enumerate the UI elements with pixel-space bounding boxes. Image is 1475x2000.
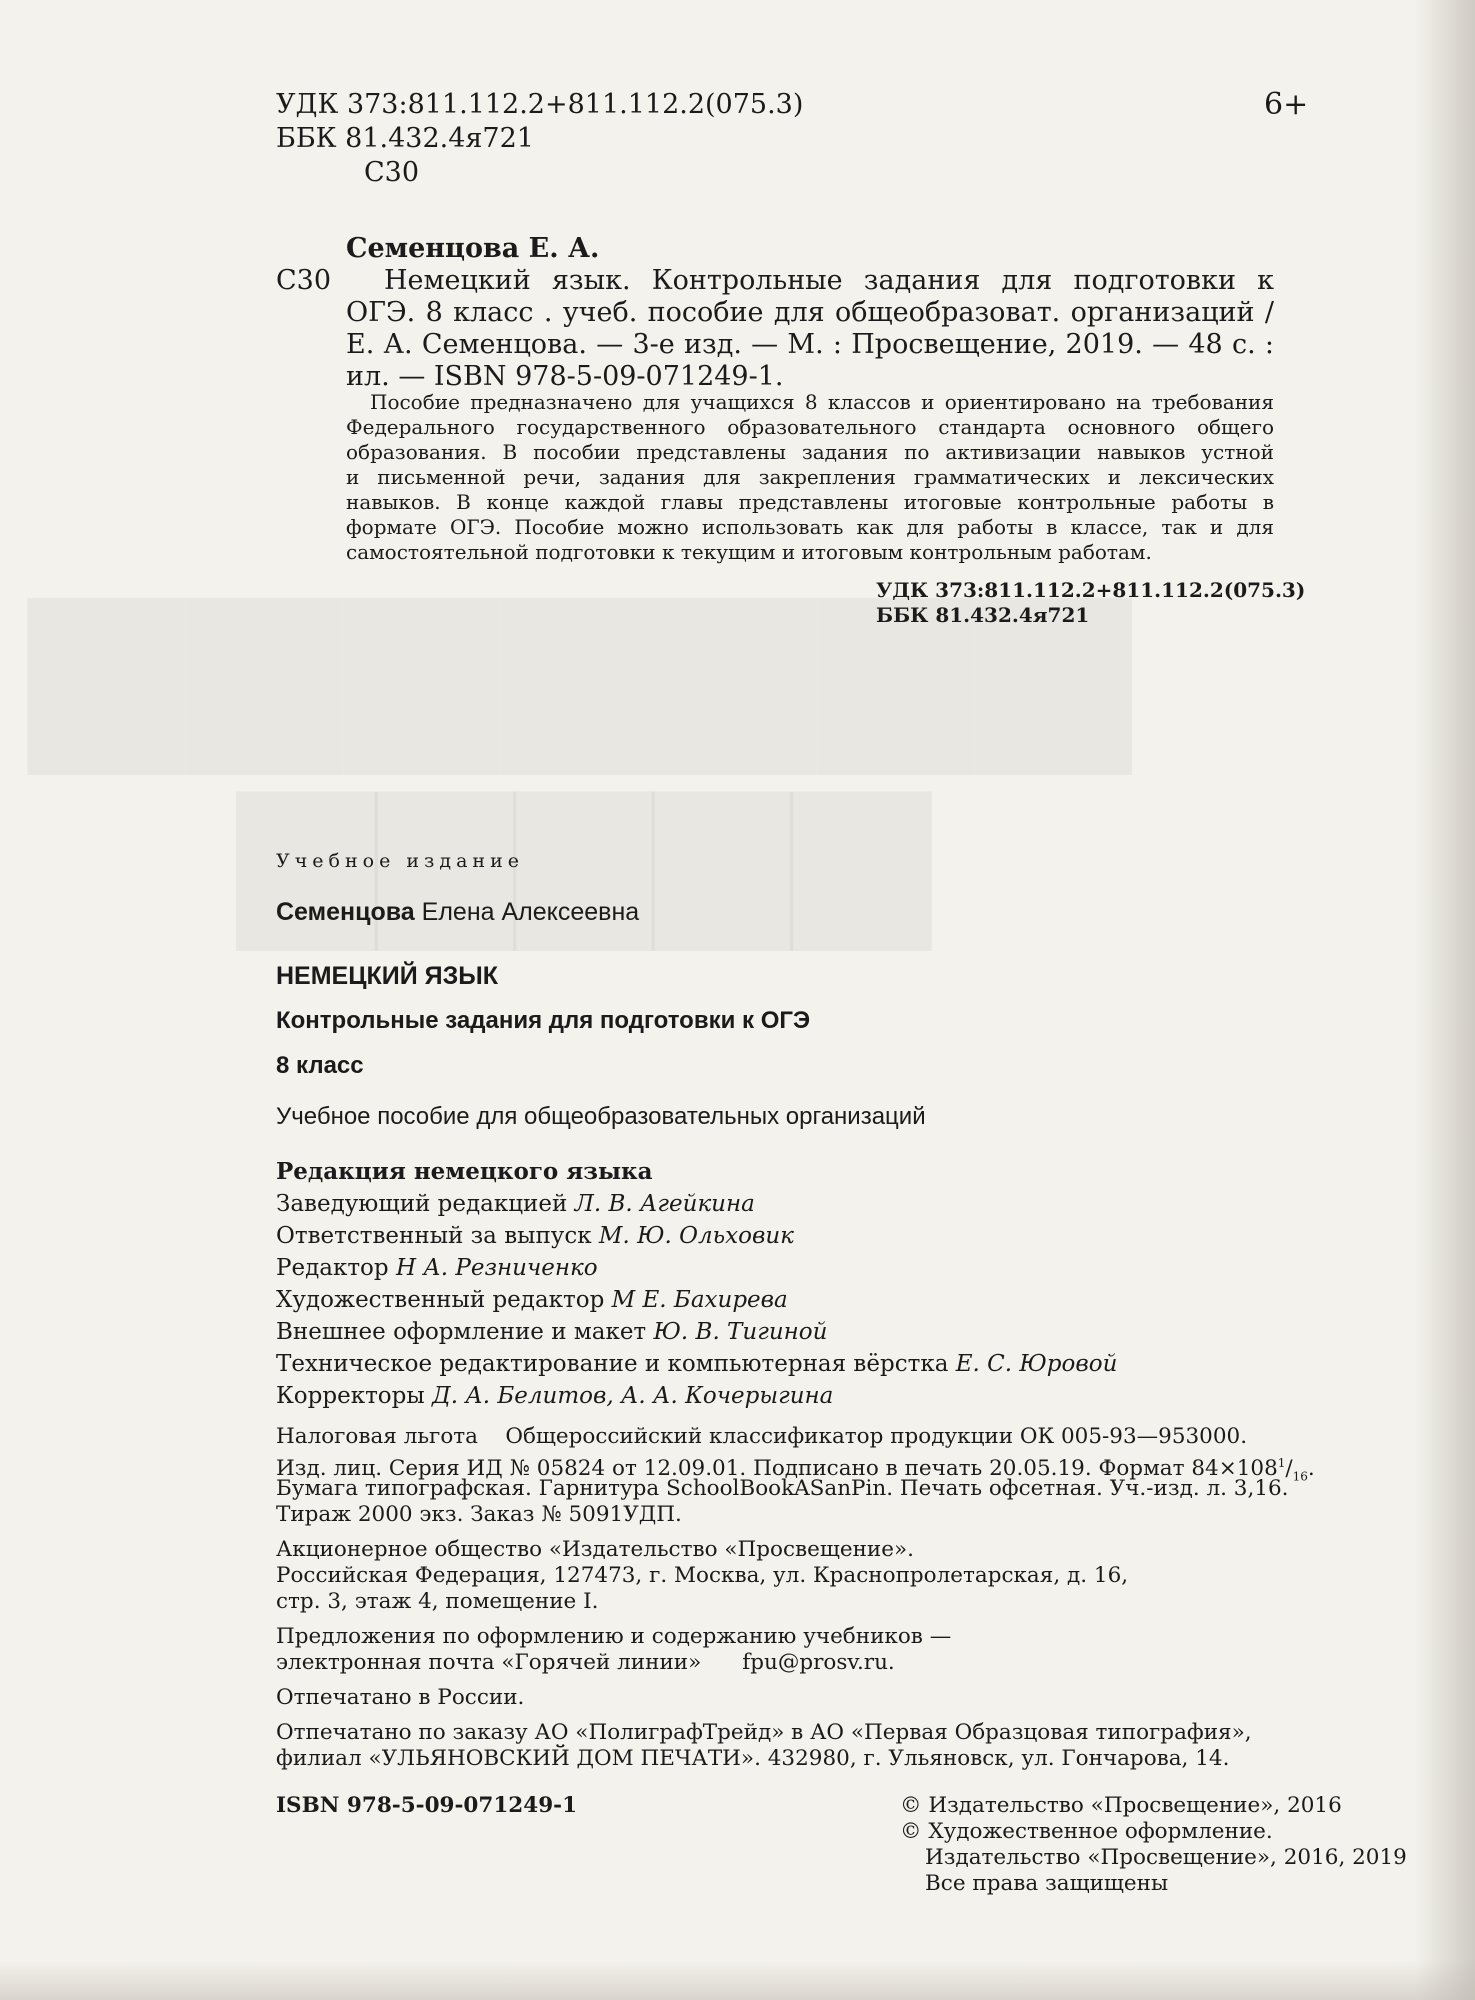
- bib-bbk: ББК 81.432.4я721: [876, 603, 1090, 627]
- book-title: НЕМЕЦКИЙ ЯЗЫК: [276, 962, 498, 990]
- credit-role: Ответственный за выпуск: [276, 1223, 592, 1249]
- proposals-line: [276, 1650, 895, 1677]
- proposals-line: Предложения по оформлению и содержанию учебников —: [276, 1624, 952, 1649]
- credit-row: [276, 1220, 794, 1252]
- copyright-line: Издательство «Просвещение», 2016, 2019: [925, 1845, 1407, 1870]
- edition-label: Учебное издание: [276, 850, 524, 872]
- bib-line: ил. — ISBN 978-5-09-071249-1.: [346, 361, 784, 392]
- page-bottom-shadow: [0, 1960, 1475, 2000]
- credit-role: Редактор: [276, 1255, 389, 1281]
- abstract-line: формате ОГЭ. Пособие можно использовать как для работы в классе, так и для: [346, 515, 1274, 539]
- tax-label: Налоговая льгота: [276, 1424, 478, 1449]
- credit-row: [276, 1188, 755, 1220]
- imprint-paper: Бумага типографская. Гарнитура SchoolBookASanPin. Печать офсетная. Уч.-изд. л. 3,16.: [276, 1476, 1289, 1501]
- publisher-line: Акционерное общество «Издательство «Просвещение».: [276, 1537, 914, 1562]
- bib-udk: УДК 373:811.112.2+811.112.2(075.3): [876, 578, 1306, 602]
- book-grade: 8 класс: [276, 1052, 364, 1079]
- publisher-line: Российская Федерация, 127473, г. Москва, ул. Краснопролетарская, д. 16,: [276, 1563, 1129, 1588]
- format-numerator: 1: [1277, 1456, 1286, 1470]
- copyright-line: © Издательство «Просвещение», 2016: [900, 1793, 1342, 1818]
- credit-role: Техническое редактирование и компьютерная вёрстка: [276, 1351, 949, 1377]
- bib-line: ОГЭ. 8 класс . учеб. пособие для общеобразоват. организаций /: [346, 297, 1274, 328]
- bbk-code: ББК 81.432.4я721: [276, 123, 534, 154]
- bib-line: Немецкий язык. Контрольные задания для подготовки к: [384, 265, 1274, 296]
- bib-line: Е. А. Семенцова. — 3-е изд. — М. : Просвещение, 2019. — 48 с. :: [346, 329, 1274, 360]
- hotline-email[interactable]: fpu@prosv.ru.: [742, 1650, 895, 1675]
- author-name: Елена Алексеевна: [421, 898, 640, 926]
- credit-role: Внешнее оформление и макет: [276, 1319, 647, 1345]
- bib-author: Семенцова Е. А.: [346, 233, 600, 264]
- format-denominator: 16: [1292, 1469, 1308, 1484]
- credit-row: [276, 1380, 833, 1412]
- credit-person: Д. А. Белитов, А. А. Кочерыгина: [432, 1383, 834, 1409]
- credit-role: Заведующий редакцией: [276, 1191, 568, 1217]
- imprint-license: Изд. лиц. Серия ИД № 05824 от 12.09.01. Подписано в печать 20.05.19. Формат $84\times 108^1/_{16}$.: [276, 1456, 1315, 1484]
- abstract-line: самостоятельной подготовки к текущим и итоговым контрольным работам.: [346, 540, 1152, 564]
- credit-row: [276, 1284, 788, 1316]
- age-rating: 6+: [1264, 87, 1309, 122]
- printed-in: Отпечатано в России.: [276, 1685, 525, 1710]
- printed-by-line: Отпечатано по заказу АО «ПолиграфТрейд» в АО «Первая Образцовая типография»,: [276, 1720, 1252, 1745]
- tax-value: Общероссийский классификатор продукции ОК 005-93—953000.: [505, 1424, 1248, 1449]
- edition-author: [276, 898, 639, 927]
- copyright-line: Все права защищены: [925, 1871, 1169, 1896]
- credit-person: Ю. В. Тигиной: [653, 1319, 828, 1345]
- printed-by-line: филиал «УЛЬЯНОВСКИЙ ДОМ ПЕЧАТИ». 432980, г. Ульяновск, ул. Гончарова, 14.: [276, 1746, 1230, 1771]
- imprint-tax: [276, 1424, 1247, 1451]
- credit-role: Корректоры: [276, 1383, 425, 1409]
- credit-row: [276, 1252, 598, 1284]
- abstract-line: и письменной речи, задания для закрепления грамматических и лексических: [346, 465, 1274, 489]
- bib-index: С30: [276, 265, 332, 296]
- credit-role: Художественный редактор: [276, 1287, 605, 1313]
- hotline-label: электронная почта «Горячей линии»: [276, 1650, 702, 1675]
- abstract-line: Федерального государственного образовательного стандарта основного общего: [346, 415, 1274, 439]
- abstract-line: Пособие предназначено для учащихся 8 классов и ориентировано на требования: [370, 390, 1274, 414]
- book-subtitle: Контрольные задания для подготовки к ОГЭ: [276, 1007, 811, 1034]
- book-type: Учебное пособие для общеобразовательных организаций: [276, 1103, 926, 1130]
- author-surname: Семенцова: [276, 898, 415, 926]
- author-index: С30: [364, 157, 420, 188]
- credit-person: Е. С. Юровой: [955, 1351, 1118, 1377]
- license-text: Изд. лиц. Серия ИД № 05824 от 12.09.01. Подписано в печать 20.05.19. Формат 84×108: [276, 1456, 1278, 1482]
- credit-row: [276, 1348, 1117, 1380]
- udk-code: УДК 373:811.112.2+811.112.2(075.3): [276, 89, 804, 120]
- isbn: ISBN 978-5-09-071249-1: [276, 1793, 578, 1818]
- credit-row: [276, 1316, 827, 1348]
- copyright-line: © Художественное оформление.: [900, 1819, 1273, 1844]
- imprint-run: Тираж 2000 экз. Заказ № 5091УДП.: [276, 1502, 682, 1527]
- publisher-line: стр. 3, этаж 4, помещение I.: [276, 1589, 599, 1614]
- credit-person: Л. В. Агейкина: [574, 1191, 755, 1217]
- abstract-line: навыков. В конце каждой главы представлены итоговые контрольные работы в: [346, 490, 1274, 514]
- page-edge-shadow: [1415, 0, 1475, 2000]
- credits-heading: Редакция немецкого языка: [276, 1158, 653, 1185]
- abstract-line: образования. В пособии представлены задания по активизации навыков устной: [346, 440, 1274, 464]
- credit-person: Н А. Резниченко: [395, 1255, 598, 1281]
- credit-person: М. Ю. Ольховик: [598, 1223, 794, 1249]
- credit-person: М Е. Бахирева: [611, 1287, 788, 1313]
